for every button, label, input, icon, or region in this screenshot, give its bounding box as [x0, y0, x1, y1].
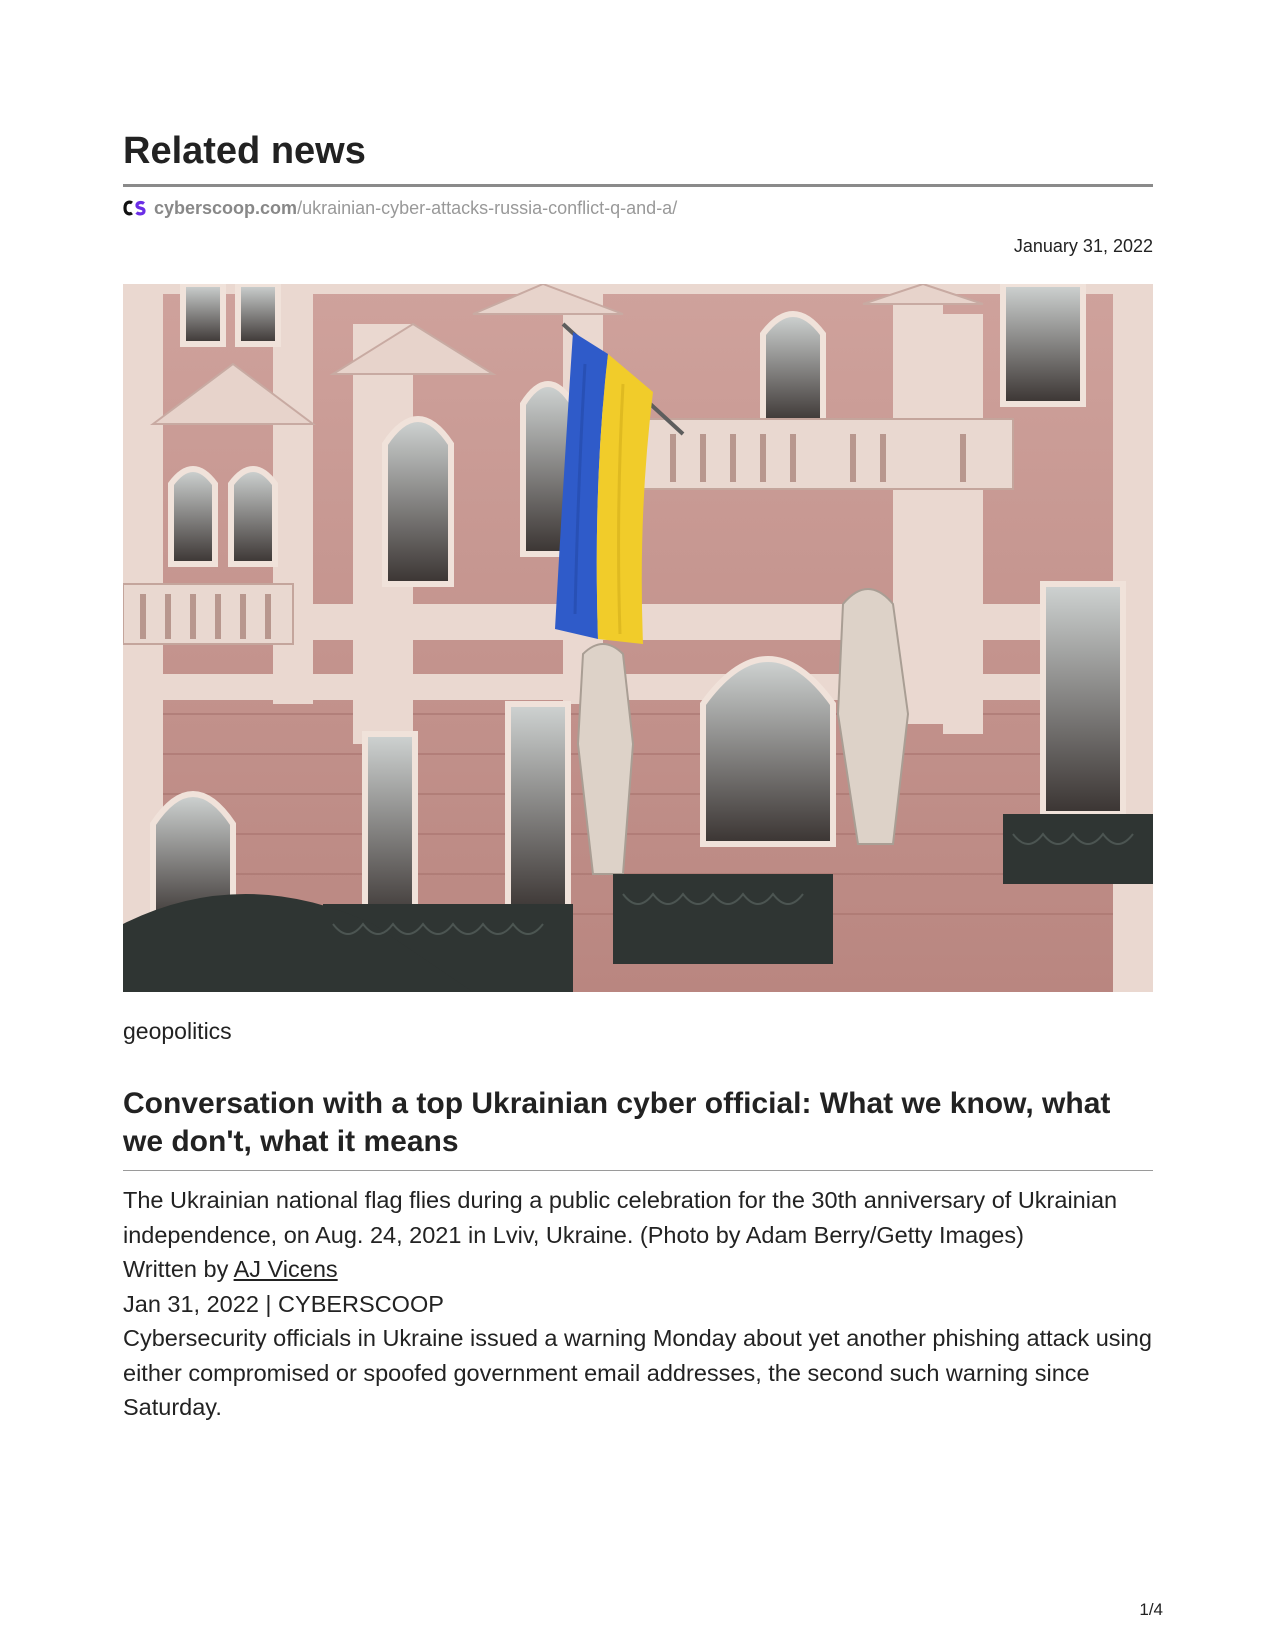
source-path: /ukrainian-cyber-attacks-russia-conflict-q-and-a/	[297, 197, 678, 218]
author-link[interactable]: AJ Vicens	[233, 1256, 338, 1282]
source-domain: cyberscoop.com	[154, 197, 298, 218]
page-number: 1/4	[1139, 1600, 1163, 1619]
dateline: Jan 31, 2022 | CYBERSCOOP	[123, 1290, 444, 1317]
heading-divider	[123, 184, 1153, 187]
article-title[interactable]: Conversation with a top Ukrainian cyber official: What we know, what we don't, what it means	[123, 1087, 1111, 1158]
byline-prefix: Written by	[123, 1256, 234, 1282]
source-link[interactable]	[123, 197, 677, 219]
section-heading: Related news	[123, 130, 366, 172]
title-divider	[123, 1170, 1153, 1171]
article-category[interactable]: geopolitics	[123, 1018, 232, 1044]
publish-date: January 31, 2022	[1013, 236, 1153, 256]
article-body	[123, 1183, 1153, 1425]
cyberscoop-logo-icon	[123, 199, 147, 217]
ukrainian-flag-building-icon	[123, 284, 1153, 992]
article-summary: Cybersecurity officials in Ukraine issued a warning Monday about yet another phishing attack using either compromised or spoofed government email addresses, the second such warning since Saturday.	[123, 1325, 1152, 1420]
photo-caption: The Ukrainian national flag flies during a public celebration for the 30th anniversary of Ukrainian independence, on Aug. 24, 2021 in Lviv, Ukraine. (Photo by Adam Berry/Getty Images)	[123, 1187, 1118, 1248]
byline	[123, 1252, 1153, 1287]
article-photo	[123, 284, 1153, 992]
